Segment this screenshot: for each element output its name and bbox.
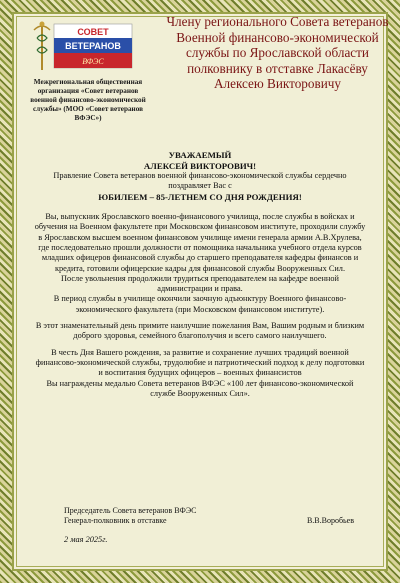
signer-title-2: Генерал-полковник в отставке: [64, 516, 167, 525]
organization-name: Межрегиональная общественная организация «Совет ветеранов военной финансово-экономической службы» (МОО «Совет ветеранов ВФЭС»): [30, 78, 146, 122]
salutation-line-2: АЛЕКСЕЙ ВИКТОРОВИЧ!: [143, 160, 257, 171]
letter-body: [34, 150, 366, 405]
letter-date: 2 мая 2025г.: [64, 535, 108, 544]
award-paragraph: Вы награждены медалью Совета ветеранов ВФЭС «100 лет финансово-экономической службе Вооруженных Сил».: [46, 378, 354, 398]
emblem-line-3: ВФЭС: [82, 57, 104, 66]
salutation-line-1: УВАЖАЕМЫЙ: [168, 150, 232, 160]
award-reason-paragraph: В честь Дня Вашего рождения, за развитие и сохранение лучших традиций военной финансово-экономической службы, трудолюбие и патриотический подход к делу подготовки и воспитания будущих офицеров – военных финансистов: [35, 347, 365, 378]
jubilee-heading: ЮБИЛЕЕМ – 85-ЛЕТНЕМ СО ДНЯ РОЖДЕНИЯ!: [98, 191, 302, 202]
career-paragraph-2: где последовательно прошли должности от помощника начальника учебного отдела курсов младших офицеров финансовой службы до старшего преподавателя кафедры финансов и кредита, готовили офицерские кадры для финансовой службы Вооруженных Сил.: [38, 242, 362, 273]
emblem-line-2: ВЕТЕРАНОВ: [65, 41, 121, 51]
recipient-address: Члену регионального Совета ветеранов Военной финансово-экономической службы по Ярославской области полковнику в отставке Лакасёву Алексею Викторовичу: [166, 14, 389, 92]
signature-block: [64, 506, 354, 526]
signer-title-1: Председатель Совета ветеранов ВФЭС: [64, 506, 197, 515]
career-paragraph-3: После увольнения продолжили трудиться преподавателем на кафедре военной администрации и права.: [61, 273, 339, 294]
wishes-paragraph: В этот знаменательный день примите наилучшие пожелания Вам, Вашим родным и близким доброго здоровья, семейного благополучия и всего самого наилучшего.: [35, 321, 365, 341]
signer-name: В.В.Воробьев: [306, 516, 354, 525]
caduceus-icon: [34, 22, 50, 71]
career-paragraph-4: В период службы в училище окончили заочную адъюнктуру Военного финансово-экономического факультета (при Московском финансовом институте).: [53, 294, 347, 314]
emblem-line-1: СОВЕТ: [77, 27, 109, 37]
intro-paragraph: Правление Совета ветеранов военной финансово-экономической службы сердечно поздравляет Вас с: [53, 171, 347, 191]
career-paragraph-1: Вы, выпускник Ярославского военно-финансового училища, после службы в войсках и обучения на Военном факультете при Московском финансовом институте, проходили службу в Ярославском высшем военном финансовом училище имени генерала армии А.В.Хрулева,: [34, 212, 366, 242]
veterans-emblem-logo: [28, 18, 138, 76]
